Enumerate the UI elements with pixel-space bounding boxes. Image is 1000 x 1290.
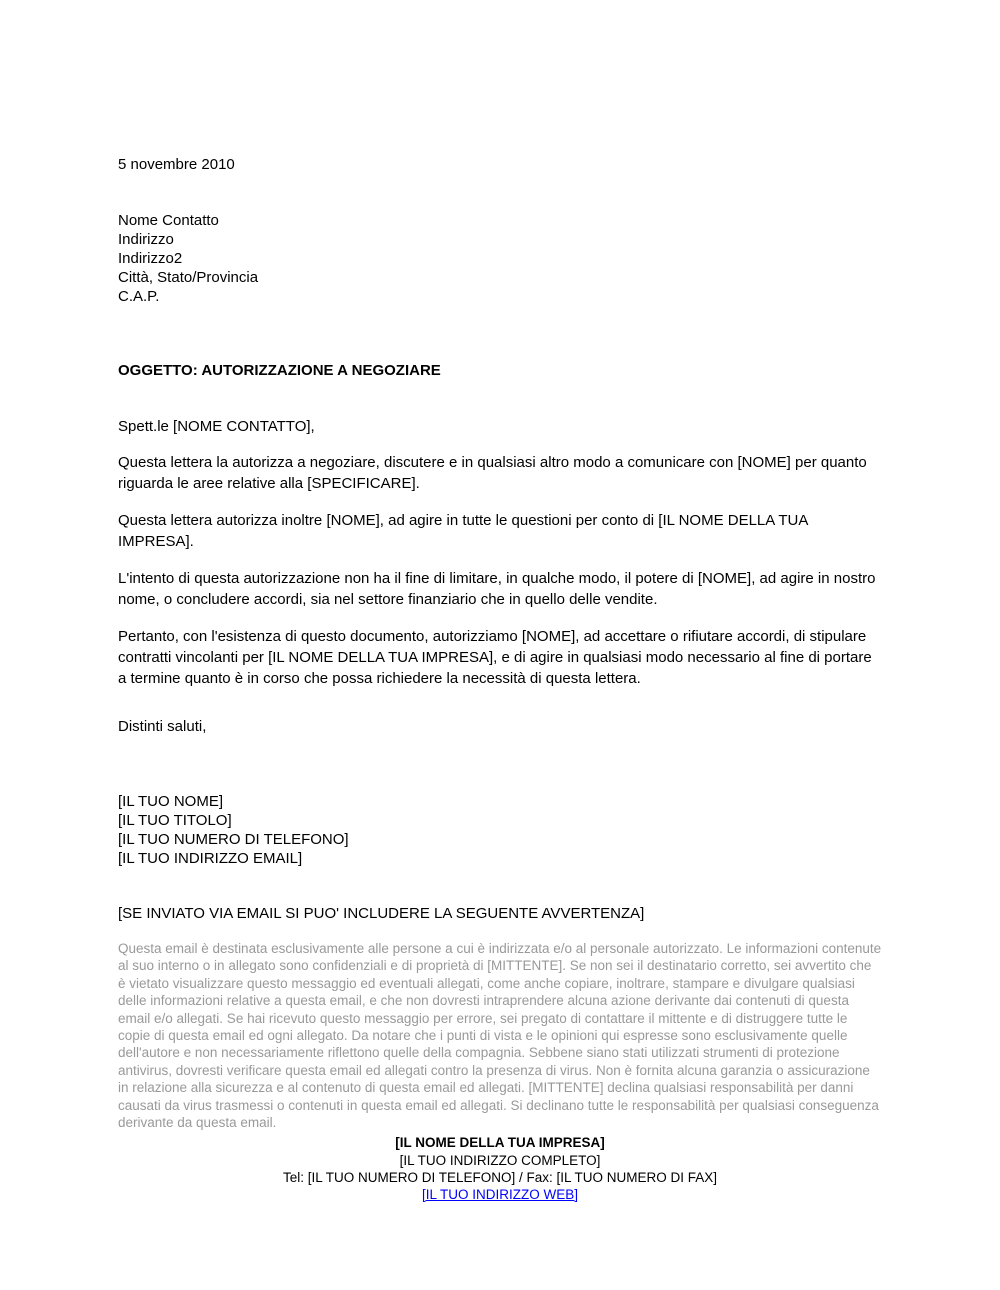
recipient-postal-code: C.A.P.	[118, 288, 160, 305]
salutation: Spett.le [NOME CONTATTO],	[118, 418, 315, 435]
letter-footer	[118, 1134, 882, 1203]
signature-block	[118, 792, 882, 868]
signature-phone: [IL TUO NUMERO DI TELEFONO]	[118, 831, 349, 848]
body-paragraph-3: L'intento di questa autorizzazione non ha il fine di limitare, in qualche modo, il potere di [NOME], ad agire in nostro nome, o concludere accordi, sia nel settore finanziario che in quello delle vendite.	[118, 570, 876, 608]
body-paragraph-1: Questa lettera la autorizza a negoziare, discutere e in qualsiasi altro modo a comunicare con [NOME] per quanto riguarda le aree relative alla [SPECIFICARE].	[118, 454, 867, 492]
recipient-name: Nome Contatto	[118, 212, 219, 229]
email-notice-header: [SE INVIATO VIA EMAIL SI PUO' INCLUDERE LA SEGUENTE AVVERTENZA]	[118, 905, 645, 922]
email-disclaimer-text: Questa email è destinata esclusivamente alle persone a cui è indirizzata e/o al personale autorizzato. Le informazioni contenute al suo interno o in allegato sono confidenziali e di proprietà di [MITTENTE]. Se non sei il destinatario corretto, sei avvertito che è vietato visualizzare questo messaggio ed eventuali allegati, come anche copiare, inoltrare, stampare e divulgare qualsiasi delle informazioni relative a questa email, e che non dovresti intraprendere alcuna azione derivante dai contenuti di questa email e/o allegati. Se hai ricevuto questo messaggio per errore, sei pregato di contattare il mittente e di distruggere tutte le copie di questa email ed ogni allegato. Da notare che i punti di vista e le opinioni qui espresse sono esclusivamente quelle dell'autore e non necessariamente riflettono quelle della compagnia. Sebbene siano stati utilizzati strumenti di protezione antivirus, dovresti verificare questa email ed allegati contro la presenza di virus. Non è fornita alcuna garanzia o assicurazione in relazione alla sicurezza e al contenuto di questa email ed allegati. [MITTENTE] declina qualsiasi responsabilità per danni causati da virus trasmessi o contenuti in questa email ed allegati. Si declinano tutte le responsabilità per qualsiasi conseguenza derivante da questa email.	[118, 941, 882, 1131]
footer-address: [IL TUO INDIRIZZO COMPLETO]	[399, 1152, 601, 1168]
recipient-city-state: Città, Stato/Provincia	[118, 269, 259, 286]
recipient-address-line2: Indirizzo2	[118, 250, 183, 267]
body-paragraph-2: Questa lettera autorizza inoltre [NOME], ad agire in tutte le questioni per conto di [IL NOME DELLA TUA IMPRESA].	[118, 512, 808, 550]
signature-email: [IL TUO INDIRIZZO EMAIL]	[118, 850, 303, 867]
recipient-address-block	[118, 211, 882, 306]
signature-name: [IL TUO NOME]	[118, 793, 224, 810]
letter-date: 5 novembre 2010	[118, 156, 235, 173]
footer-company-name: [IL NOME DELLA TUA IMPRESA]	[395, 1135, 605, 1151]
body-paragraph-4: Pertanto, con l'esistenza di questo documento, autorizziamo [NOME], ad accettare o rifiutare accordi, di stipulare contratti vincolanti per [IL NOME DELLA TUA IMPRESA], e di agire in qualsiasi modo necessario al fine di portare a termine quanto è in corso che possa richiedere la necessità di questa lettera.	[118, 628, 872, 687]
closing-salutation: Distinti saluti,	[118, 718, 207, 735]
footer-tel-fax: Tel: [IL TUO NUMERO DI TELEFONO] / Fax: [IL TUO NUMERO DI FAX]	[282, 1169, 718, 1185]
subject-line: OGGETTO: AUTORIZZAZIONE A NEGOZIARE	[118, 362, 441, 379]
recipient-address-line1: Indirizzo	[118, 231, 174, 248]
footer-web-line	[118, 1186, 882, 1203]
signature-title: [IL TUO TITOLO]	[118, 812, 232, 829]
footer-web-link[interactable]: [IL TUO INDIRIZZO WEB]	[421, 1187, 578, 1203]
